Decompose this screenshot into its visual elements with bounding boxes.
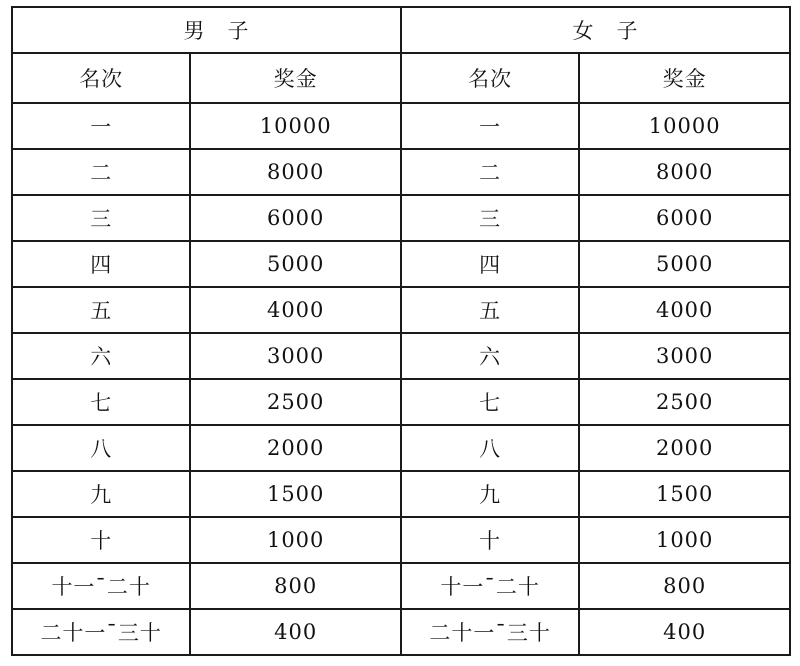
men-prize-cell: 4000 bbox=[190, 287, 401, 333]
table-row bbox=[12, 609, 790, 655]
table-row bbox=[12, 333, 790, 379]
men-rank-cell: 十 bbox=[12, 517, 190, 563]
table-row bbox=[12, 149, 790, 195]
women-rank-cell: 八 bbox=[401, 425, 579, 471]
men-prize-cell: 3000 bbox=[190, 333, 401, 379]
table-row bbox=[12, 517, 790, 563]
women-rank-cell: 七 bbox=[401, 379, 579, 425]
men-rank-cell: 一 bbox=[12, 103, 190, 149]
women-prize-cell: 800 bbox=[579, 563, 790, 609]
women-rank-cell: 一 bbox=[401, 103, 579, 149]
women-rank-cell: 二 bbox=[401, 149, 579, 195]
men-prize-cell: 1500 bbox=[190, 471, 401, 517]
column-header-row bbox=[12, 53, 790, 103]
men-rank-cell: 二 bbox=[12, 149, 190, 195]
group-header-row bbox=[12, 7, 790, 53]
table-body bbox=[12, 103, 790, 655]
women-prize-cell: 1500 bbox=[579, 471, 790, 517]
men-rank-cell: 二十一¯三十 bbox=[12, 609, 190, 655]
men-prize-cell: 1000 bbox=[190, 517, 401, 563]
men-rank-cell: 九 bbox=[12, 471, 190, 517]
women-prize-cell: 2000 bbox=[579, 425, 790, 471]
men-rank-cell: 五 bbox=[12, 287, 190, 333]
men-prize-cell: 400 bbox=[190, 609, 401, 655]
men-rank-cell: 三 bbox=[12, 195, 190, 241]
men-prize-cell: 800 bbox=[190, 563, 401, 609]
women-group-header: 女 子 bbox=[401, 7, 790, 53]
men-rank-cell: 四 bbox=[12, 241, 190, 287]
women-rank-cell: 六 bbox=[401, 333, 579, 379]
men-rank-cell: 八 bbox=[12, 425, 190, 471]
men-prize-cell: 2000 bbox=[190, 425, 401, 471]
men-rank-cell: 七 bbox=[12, 379, 190, 425]
women-prize-cell: 6000 bbox=[579, 195, 790, 241]
men-rank-header: 名次 bbox=[12, 53, 190, 103]
prize-table bbox=[11, 6, 791, 656]
men-prize-header: 奖金 bbox=[190, 53, 401, 103]
women-prize-cell: 5000 bbox=[579, 241, 790, 287]
men-prize-cell: 5000 bbox=[190, 241, 401, 287]
men-prize-cell: 10000 bbox=[190, 103, 401, 149]
women-prize-cell: 4000 bbox=[579, 287, 790, 333]
table-row bbox=[12, 103, 790, 149]
women-prize-cell: 10000 bbox=[579, 103, 790, 149]
women-rank-cell: 十一¯二十 bbox=[401, 563, 579, 609]
men-group-header: 男 子 bbox=[12, 7, 401, 53]
women-prize-cell: 8000 bbox=[579, 149, 790, 195]
table-row bbox=[12, 241, 790, 287]
women-rank-cell: 三 bbox=[401, 195, 579, 241]
table-row bbox=[12, 425, 790, 471]
table-row bbox=[12, 287, 790, 333]
women-rank-cell: 十 bbox=[401, 517, 579, 563]
women-rank-header: 名次 bbox=[401, 53, 579, 103]
women-prize-cell: 3000 bbox=[579, 333, 790, 379]
women-prize-header: 奖金 bbox=[579, 53, 790, 103]
women-rank-cell: 二十一¯三十 bbox=[401, 609, 579, 655]
table-row bbox=[12, 195, 790, 241]
men-rank-cell: 十一¯二十 bbox=[12, 563, 190, 609]
table-row bbox=[12, 471, 790, 517]
women-rank-cell: 九 bbox=[401, 471, 579, 517]
men-prize-cell: 8000 bbox=[190, 149, 401, 195]
men-prize-cell: 2500 bbox=[190, 379, 401, 425]
women-prize-cell: 2500 bbox=[579, 379, 790, 425]
women-rank-cell: 四 bbox=[401, 241, 579, 287]
women-prize-cell: 400 bbox=[579, 609, 790, 655]
women-rank-cell: 五 bbox=[401, 287, 579, 333]
men-prize-cell: 6000 bbox=[190, 195, 401, 241]
table-row bbox=[12, 563, 790, 609]
women-prize-cell: 1000 bbox=[579, 517, 790, 563]
men-rank-cell: 六 bbox=[12, 333, 190, 379]
table-row bbox=[12, 379, 790, 425]
